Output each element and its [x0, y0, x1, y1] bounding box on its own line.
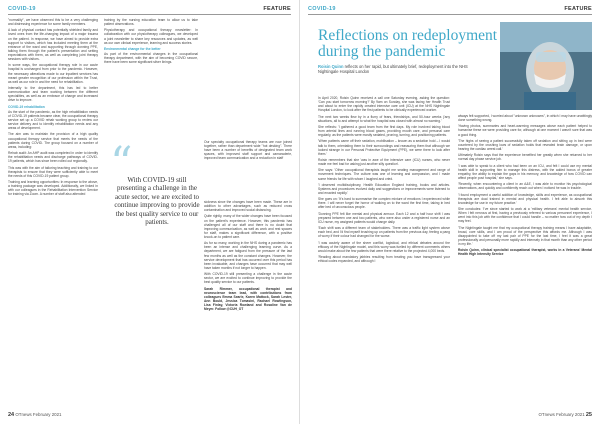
- paragraph: Training and learning opportunities: In response to the above, a training package was developed. Additionally, we linked in with our colleagues in the Rehabilitation Intervention Service for training via Zoom. A number of staff also attended: [8, 179, 98, 197]
- paragraph: In some ways, the occupational therapy role in our acute hospital is unchanged from prior to the pandemic. However, the necessary alterations made to our inpatient services has meant greater recognition of our profession within the Trust, as well as our role in and the need for rehabilitation.: [8, 63, 98, 84]
- left-column-2-top: [104, 18, 198, 148]
- paragraph: A lack of physical contact has potentially shielded family and loved ones from the life-changing impact of a major trauma on the patient. In response, we have aimed to provide extra support to visitors, which has included meeting them at the entrance of the ward and supporting through donning PPE, talking them through the patient's presentation and setting expectations with them, as well as completing joint therapy sessions with visitors.: [8, 28, 98, 62]
- paragraph: 'Each shift was a different team of stakeholders. There was a traffic light system above each bed, and I'd find myself brushing up on patients from the previous day, feeling a pang of worry if their colour had changed for the worse.: [318, 226, 450, 239]
- section-tag-right: COVID-19: [308, 6, 336, 12]
- paragraph: 'I found employment a useful addition of knowledge, skills and experience, as occupational therapists are dual trained in mental and physical health. I felt able to absorb this knowledge for use in my future practice.': [458, 192, 592, 205]
- section-tag-left: [8, 6, 36, 12]
- paragraph: She reflects: 'I gathered a good team from the first days. My role involved taking blood from arterial lines and running blood gases, providing mouth care, and personal care regularly, as the patients were mostly sedated, proning, turning, and positioning patients.: [318, 124, 450, 138]
- paragraph: "normality", we have observed this to be a very challenging and distressing experience for some family members.: [8, 18, 98, 27]
- pull-quote: With COVID-19 still presenting a challenge in the acute sector, we are excited to continue improving to provide the best quality service to our patients.: [114, 176, 200, 227]
- publication: OTnews February 2021: [538, 412, 585, 417]
- right-column-1: [318, 96, 450, 408]
- paragraph: 'I was acutely aware of the sheer conflict, logistical, and ethical debates around the efficacy of the Nightingale model, and this worry was fuelled by different comments others would make about the few patients that were there relative to the projected 4,000 beds.: [318, 240, 450, 253]
- paragraph: Our specialty occupational therapy teams are now joined together, rather than department wide "hot desking". There have been a number of benefits of designated team work spaces, with improved staff support and camaraderie, improved team communication and a reduction in staff: [204, 140, 292, 161]
- paragraph: 'When patients came off their sedation, mobilisation – known as a sedation hold – I would talk to them, orientating them to their surroundings and reassuring them that although we looked strange in our Personal Protective Equipment (PPE), we were there to look after them.': [318, 139, 450, 156]
- open-quote-icon: “: [110, 138, 133, 189]
- paragraph: As part of the environmental changes in the occupational therapy department, with the aim of becoming COVID secure, there have been some significant silver linings.: [104, 52, 198, 65]
- top-rule-left: [8, 14, 291, 15]
- author-credit: Roisin Quinn, clinical specialist occupational therapist, works in a Veterans' Mental Health High Intensity Service: [458, 248, 592, 257]
- nurse-in-ppe-photo: [500, 22, 592, 110]
- paragraph: always felt supported, I worried about "unknown unknowns", in which I may have unwittingly done something wrong.: [458, 114, 592, 123]
- top-rule-right: [308, 14, 592, 15]
- paragraph: training by the nursing education team to allow us to take patient observations.: [104, 18, 198, 27]
- feature-tag-left: FEATURE: [263, 6, 291, 12]
- left-column-3-beside: [204, 140, 292, 198]
- paragraph: 'I was able to speak to a client who had been on an ICU, and felt I could use my mental health skill in supporting him to manage this distress, with the added bonus of greater empathy, the ability to explain the gaps in his memory, and knowledge of how COVID can affect people post hospital,' she says.: [458, 163, 592, 180]
- page-number: 24: [8, 412, 15, 418]
- section-name: COVID-19: [8, 6, 36, 12]
- paragraph: 'The Nightingale taught me that my occupational therapy training means I have adaptable, broad, core skills, and I am proud of the perspective this affords me. Although I was disappointed to take off my last pair of PPE for the last time, I feel it was a great professionally and personally more rapidly and intensely in that month than any other period in my life.': [458, 225, 592, 247]
- paragraph: 'Having photos, summaries and heart-warming messages above each patient helped to humanise these we were providing care for, although at one moment I wasn't sure that was a good thing.: [458, 124, 592, 137]
- right-column-2: [458, 114, 592, 408]
- photo-illustration: [500, 22, 592, 110]
- article-standfirst: Roisin Quinn reflects on her rapid, but ultimately brief, redeployment into the NHS Nightingale Hospital London: [318, 64, 468, 75]
- paragraph: The next two weeks flew by in a flurry of fears, friendships, and 50-hour weeks ('any situations, all to and attempt to what the hospital was closed with almost no warning.': [318, 114, 450, 123]
- publication: OTnews February 2021: [15, 412, 62, 417]
- paragraph: Ultimately Roisin says that the experience benefited her greatly when she returned to her normal day phase service job.: [458, 153, 592, 162]
- left-column-1: [8, 18, 98, 410]
- paragraph: Physiotherapy and occupational therapy newsletter: In collaboration with our physiotherapy colleagues, we developed a joint newsletter to share key resources and updates, as well as our own clinical experience, learning and success stories.: [104, 28, 198, 45]
- paragraph: sickness since the changes have been made. These are in addition to other advantages, such as reduced cross contamination and improved social distancing.: [204, 200, 292, 213]
- paragraph: She says: 'Other occupational therapists taught me seating management and range of movement techniques. The culture was one of learning and compassion, and I made some friends for life with whom I laughed and cried.: [318, 168, 450, 181]
- paragraph: 'The highs of seeing a patient successfully taken off sedation and sitting up in bed were countered by the crushing lows of sedation holds that revealed brain damage, or upon hearing the cardiac arrest call.': [458, 138, 592, 152]
- paragraph: In April 2020, Roisin Quinn received a call one Saturday evening, asking the question: 'Can you start tomorrow morning?' By 9am on Sunday, she was facing her Health Trust and about to enter the rapidly created intensive care unit (ICU) at the NHS Nightingale Hospital London, to look after the first patients to be clinically experienced worker.: [318, 96, 450, 113]
- paragraph: Internally to the department, this has led to better communication and team working between the different specialities, as well as an embrace of change and increased drive to improve.: [8, 85, 98, 103]
- subheading: Environmental change for the better: [104, 46, 161, 51]
- paragraph: This was with the aim of tailoring teaching and training to our therapists to ensure that they were sufficiently able to meet the needs of this COVID-19 patient group.: [8, 165, 98, 178]
- paragraph: The aim was to maintain the provision of a high quality occupational therapy service that meets the needs of the patients during COVID. The group focused on a number of areas, including:: [8, 132, 98, 149]
- article-headline: Reflections on redeployment during the pandemic: [318, 27, 498, 60]
- paragraph: Roisin remembers that she 'was in awe of the intensive care (ICU) nurses, who never made me feel bad for asking just another silly question'.: [318, 157, 450, 167]
- footer-right: [539, 412, 592, 418]
- paragraph: With COVID-19 still presenting a challenge in the acute sector, we are excited to continue improving to provide the best quality service to our patients.: [204, 272, 292, 285]
- subheading: COVID-19 rehabilitation: [8, 104, 45, 109]
- paragraph: 'Reading about mandatory jabbies resulting from treating you have transgressed your ethical codes expanded, and although I: [318, 255, 450, 264]
- author-credit: Sarah Rimmer, occupational therapist and neuroscience team lead, with contributions from colleagues Emma Searle, Karen Mattock, Sarah Lester, Ann Bould, Jessica Tomasini, Rachael Rowlingson, Lisa Finlay, Victoria Rowland and Rosaline Van de Meyer. Follow @CUH_OT: [204, 286, 292, 311]
- paragraph: As for so many, working in the NHS during a pandemic has been an intense and challenging learning curve. As a department, we are fatigued from the pressure of the last few months as well as the constant changes. However, the service development that has occurred over this period has been invaluable, and changes have occurred that may well have taken months if not longer to happen.: [204, 241, 292, 270]
- page-number: 25: [585, 412, 592, 418]
- paragraph: She concludes: 'I've since started to work at a 'military veterans' mental health service. When I felt nervous at first, having a previously referred to various personnel experience, I went into this job with the confidence that I could handle – no matter how out of my depth I may feel.: [458, 207, 592, 224]
- paragraph: 'Donning PPE felt like mental and physical armour. Each 12 and a half hour shift I was prepared between one and two patients, who were also under a registered nurse and an ICU nurse, my assigned patients would change daily.: [318, 211, 450, 224]
- paragraph: As the start of the pandemic, as the high rehabilitation needs of COVID-19 patients became clear, the occupational therapy service set up a COVID rehab working group to review our service delivery and to identify rehabilitation needs and any areas of development.: [8, 109, 98, 131]
- left-column-3-bottom: [204, 200, 292, 408]
- paragraph: 'Recently, when encountering a client in an A&E, I was able to monitor his psychological observations, and quickly and confidently reach out when I noticed he was in trouble.: [458, 182, 592, 191]
- pull-quote-box: [106, 138, 201, 262]
- feature-tag-right: FEATURE: [564, 6, 592, 12]
- paragraph: She goes on: 'It's hard to summarise the complex mixture of emotions I experienced while there. I will never forget the horror of walking on to the ward the first time, taking in bed after bed of unconscious people.: [318, 197, 450, 210]
- paragraph: Rehab audit: An AHP audit was completed in order to identify the rehabilitation needs and discharge pathways of COVID-19 patients, which has since been rolled out regionally.: [8, 151, 98, 164]
- paragraph: 'I observed multidisciplinary, Health Education England training, books and articles. Systems and procedures evolved daily and suggestions or improvements were listened to and enacted rapidly.': [318, 182, 450, 195]
- paragraph: Quite rightly, many of the wider changes have been focused on the patient's experience. However, this pandemic has challenged all of our staff and there is no doubt that improving communication, as well as work and rest spaces for staff, makes a significant difference, with a positive knock-on to patient care.: [204, 214, 292, 239]
- footer-left: [8, 412, 61, 418]
